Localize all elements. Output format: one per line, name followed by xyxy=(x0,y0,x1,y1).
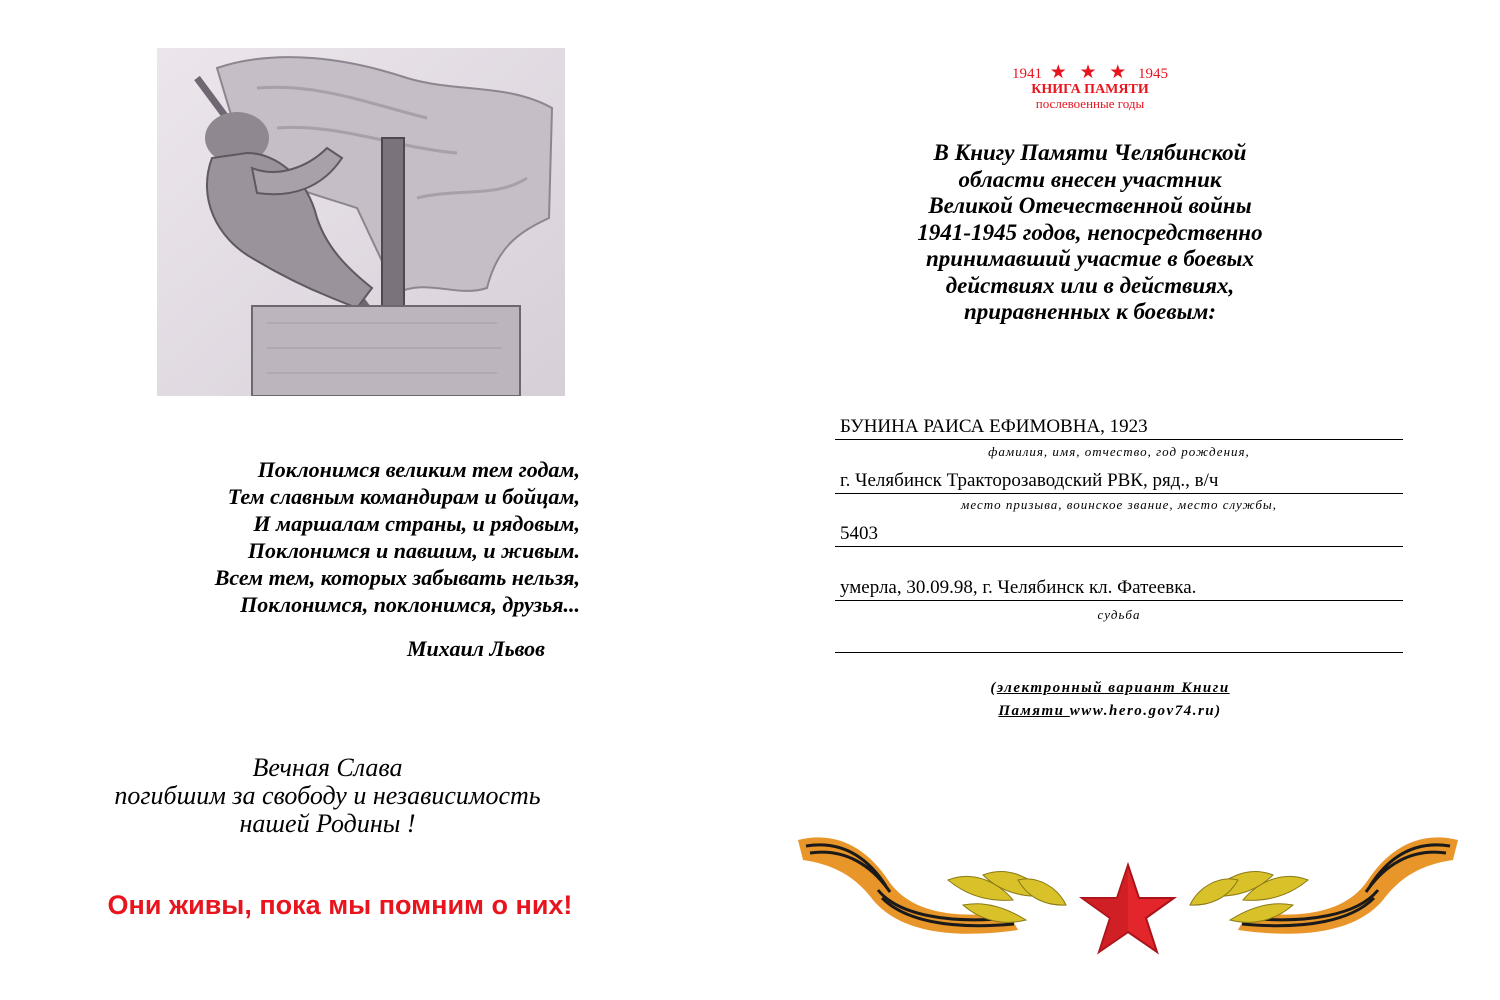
name-caption: фамилия, имя, отчество, год рождения, xyxy=(988,444,1250,459)
intro-line: действиях или в действиях, xyxy=(945,272,1235,298)
name-field xyxy=(835,415,1403,440)
eternal-glory-text xyxy=(20,754,635,838)
poem-line: Поклонимся великим тем годам, xyxy=(257,457,580,482)
electronic-version-note xyxy=(870,677,1350,723)
intro-line: области внесен участник xyxy=(958,166,1222,192)
fate-value: умерла, 30.09.98, г. Челябинск кл. Фатеевка. xyxy=(840,577,1197,598)
name-value: БУНИНА РАИСА ЕФИМОВНА, 1923 xyxy=(840,416,1148,437)
intro-line: В Книгу Памяти Челябинской xyxy=(933,140,1247,165)
right-page xyxy=(750,0,1500,1000)
poem-author: Михаил Львов xyxy=(406,636,545,661)
place-caption: место призыва, воинское звание, место службы, xyxy=(961,497,1277,512)
glory-line: Вечная Слава xyxy=(252,753,403,782)
place-value: г. Челябинск Тракторозаводский РВК, ряд., в/ч xyxy=(840,470,1219,491)
intro-line: приравненных к боевым: xyxy=(963,299,1217,324)
book-title: КНИГА ПАМЯТИ xyxy=(1031,82,1149,97)
paren-open: ( xyxy=(990,680,997,696)
place-field xyxy=(835,469,1403,494)
glory-line: нашей Родины ! xyxy=(239,809,416,838)
year-start: 1941 xyxy=(1011,66,1042,82)
year-end: 1945 xyxy=(1138,66,1169,82)
intro-line: Великой Отечественной войны xyxy=(928,193,1252,218)
st-george-ribbon-ornament xyxy=(798,820,1458,960)
book-link-part2[interactable]: Памяти xyxy=(998,703,1070,719)
years-line xyxy=(950,64,1230,83)
book-header xyxy=(950,64,1230,111)
intro-text xyxy=(840,140,1340,326)
fate-field xyxy=(835,576,1403,601)
book-subtitle: послевоенные годы xyxy=(1035,96,1145,111)
star-icon: ★ ★ ★ xyxy=(1049,62,1131,83)
poem-line: Тем славным командирам и бойцам, xyxy=(227,484,580,509)
site-url: www.hero.gov74.ru) xyxy=(1069,703,1222,719)
intro-line: принимавший участие в боевых xyxy=(926,246,1254,271)
empty-field xyxy=(835,628,1403,653)
poem-line: Всем тем, которых забывать нельзя, xyxy=(214,565,580,590)
unit-value: 5403 xyxy=(840,523,878,544)
monument-image xyxy=(157,48,565,396)
poem-line: Поклонимся, поклонимся, друзья... xyxy=(240,592,580,617)
fate-caption: судьба xyxy=(1097,607,1141,622)
poem-line: Поклонимся и павшим, и живым. xyxy=(247,538,580,563)
slogan: Они живы, пока мы помним о них! xyxy=(107,890,573,920)
book-link-part1[interactable]: электронный вариант Книги xyxy=(996,680,1230,696)
poem-line: И маршалам страны, и рядовым, xyxy=(253,511,580,536)
unit-field xyxy=(835,522,1403,547)
glory-line: погибшим за свободу и независимость xyxy=(114,781,541,810)
intro-line: 1941-1945 годов, непосредственно xyxy=(917,219,1263,245)
poem xyxy=(40,456,580,618)
